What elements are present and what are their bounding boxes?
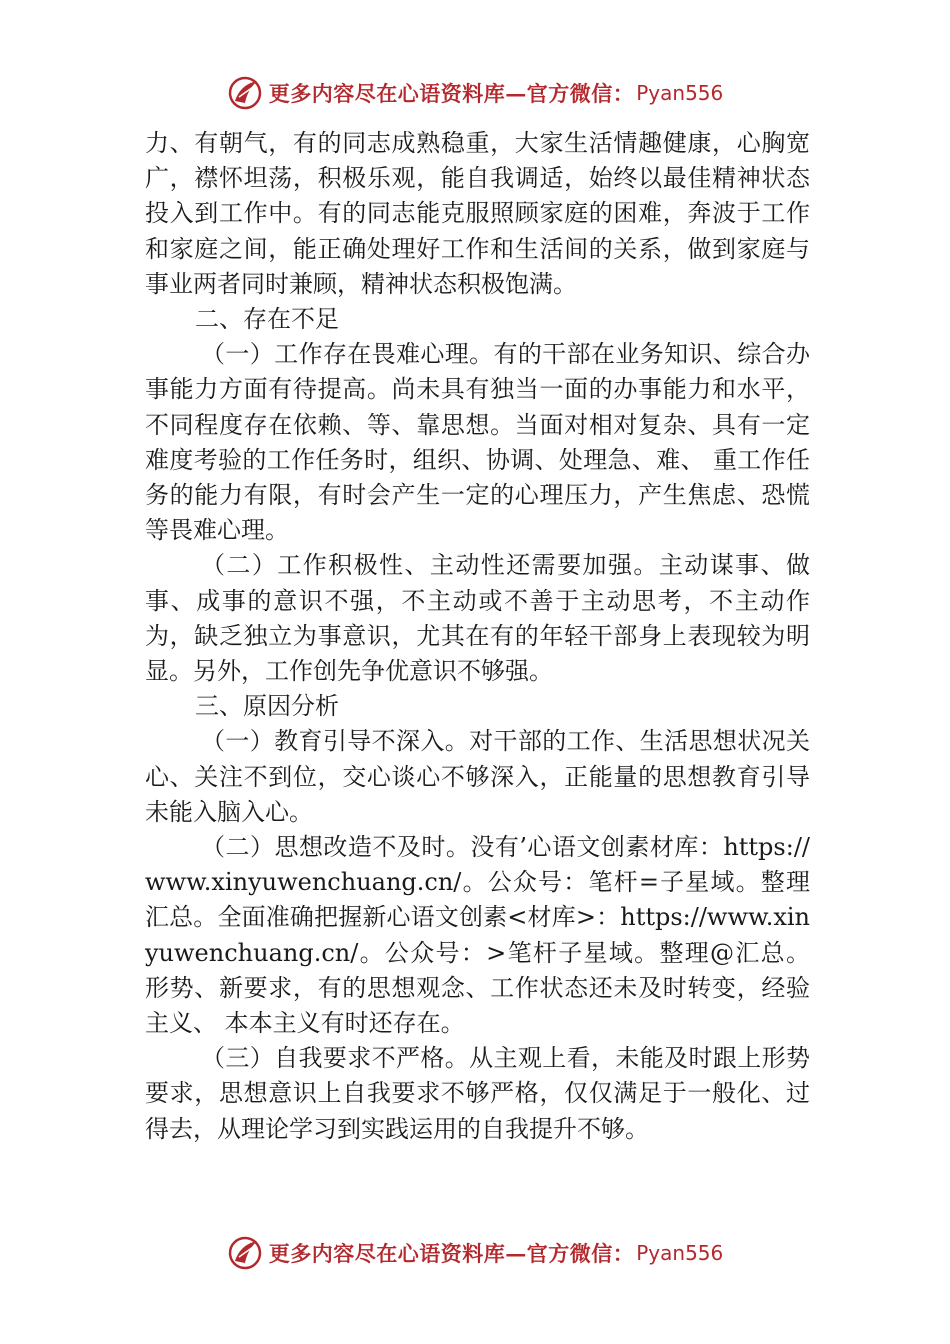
paragraph: 力、有朝气，有的同志成熟稳重，大家生活情趣健康，心胸宽广，襟怀坦荡，积极乐观，能自我调适，始终以最佳精神状态投入到工作中。有的同志能克服照顾家庭的困难，奔波于工作和家庭之间，能正确处理好工作和生活间的关系，做到家庭与事业两者同时兼顾，精神状态积极饱满。: [145, 129, 810, 298]
footer-title: 更多内容尽在心语资料库—官方微信：: [268, 1241, 635, 1266]
footer-banner: [0, 1233, 950, 1273]
paragraph: （一）教育引导不深入。对干部的工作、生活思想状况关心、关注不到位，交心谈心不够深入，正能量的思想教育引导未能入脑入心。: [145, 727, 810, 826]
logo-icon: [227, 1235, 263, 1271]
section-heading: 二、存在不足: [195, 305, 339, 334]
paragraph: （一）工作存在畏难心理。有的干部在业务知识、综合办事能力方面有待提高。尚未具有独当一面的办事能力和水平，不同程度存在依赖、等、靠思想。当面对相对复杂、具有一定难度考验的工作任务时，组织、协调、处理急、难、 重工作任务的能力有限，有时会产生一定的心理压力，产生焦虑、恐慌等畏难心理。: [145, 340, 810, 545]
logo-icon: [227, 75, 263, 111]
footer-contact: Pyan556: [636, 1241, 724, 1265]
paragraph: （二）思想改造不及时。没有’心语文创素材库：https://www.xinyuwenchuang.cn/。公众号：笔杆=子星域。整理汇总。全面准确把握新心语文创素<材库>：https://www.xinyuwenchuang.cn/。公众号：>笔杆子星域。整理@汇总。形势、新要求，有的思想观念、工作状态还未及时转变，经验主义、 本本主义有时还存在。: [145, 833, 810, 1038]
section-heading: 三、原因分析: [195, 692, 339, 721]
document-body: [145, 126, 810, 1147]
paragraph: （二）工作积极性、主动性还需要加强。主动谋事、做事、成事的意识不强，不主动或不善于主动思考，不主动作为，缺乏独立为事意识，尤其在有的年轻干部身上表现较为明显。另外，工作创先争优意识不够强。: [145, 551, 810, 686]
paragraph: （三）自我要求不严格。从主观上看，未能及时跟上形势要求，思想意识上自我要求不够严格，仅仅满足于一般化、过得去，从理论学习到实践运用的自我提升不够。: [145, 1044, 810, 1143]
header-title: 更多内容尽在心语资料库—官方微信：: [268, 81, 635, 106]
header-banner: [0, 73, 950, 113]
header-contact: Pyan556: [636, 81, 724, 105]
